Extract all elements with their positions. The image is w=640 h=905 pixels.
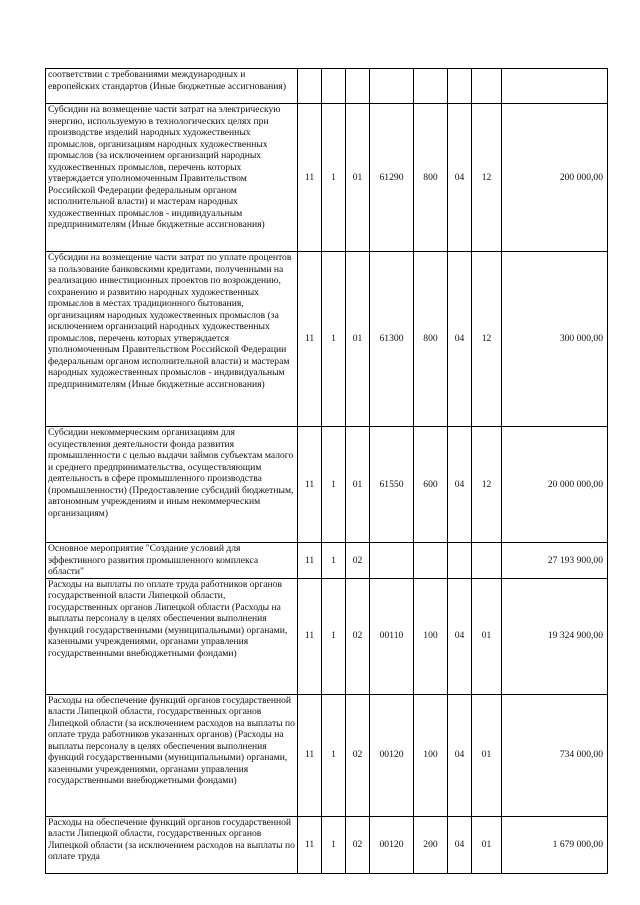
row-amount: 200 000,00: [502, 104, 608, 252]
row-code-4: 00120: [370, 816, 414, 873]
row-code-6: 04: [448, 427, 472, 543]
row-code-2: 1: [322, 252, 346, 427]
row-code-1: 11: [298, 543, 322, 579]
row-code-3: 02: [346, 816, 370, 873]
row-code-3: 02: [346, 578, 370, 694]
row-description: Субсидии на возмещение части затрат по уплате процентов за пользование банковскими кредитами, полученными на реализацию инвестиционных проектов по возрождению, сохранению и развитию народных художественных промыслов в местах традиционного бытования, организациям народных художественных промыслов (за исключением организаций народных художественных промыслов, перечень которых утверждается уполномоченным Правительством Российской Федерации федеральным органом исполнительной власти) и мастерам народных художественных промыслов - индивидуальным предпринимателям (Иные бюджетные ассигнования): [46, 252, 298, 427]
row-description: Субсидии некоммерческим организациям для осуществления деятельности фонда развития промышленности с целью выдачи займов субъектам малого и среднего предпринимательства, осуществляющим деятельность в сфере промышленного производства (промышленности) (Предоставление субсидий бюджетным, автономным учреждениям и иным некоммерческим организациям): [46, 427, 298, 543]
row-code-2: 1: [322, 816, 346, 873]
row-amount: [502, 69, 608, 104]
row-code-6: [448, 69, 472, 104]
row-amount: 20 000 000,00: [502, 427, 608, 543]
table-row: [46, 694, 608, 816]
row-description: Субсидии на возмещение части затрат на электрическую энергию, используемую в технологических целях при производстве изделий народных художественных промыслов, организациям народных художественных промыслов (за исключением организаций народных художественных промыслов, перечень которых утверждается уполномоченным Правительством Российской Федерации федеральным органом исполнительной власти) и мастерам народных художественных промыслов - индивидуальным предпринимателям (Иные бюджетные ассигнования): [46, 104, 298, 252]
row-code-1: 11: [298, 816, 322, 873]
table-row: [46, 816, 608, 873]
row-description: Основное мероприятие "Создание условий для эффективного развития промышленного комплекса области": [46, 543, 298, 579]
row-description: Расходы на выплаты по оплате труда работников органов государственной власти Липецкой области, государственных органов Липецкой области (Расходы на выплаты персоналу в целях обеспечения выполнения функций государственными (муниципальными) органами, казенными учреждениями, органами управления государственными внебюджетными фондами): [46, 578, 298, 694]
row-code-3: [346, 69, 370, 104]
row-code-5: 800: [414, 252, 448, 427]
row-code-5: 800: [414, 104, 448, 252]
row-code-6: 04: [448, 816, 472, 873]
row-description: соответствии с требованиями международных и европейских стандартов (Иные бюджетные ассигнования): [46, 69, 298, 104]
row-code-5: [414, 69, 448, 104]
row-code-5: 100: [414, 578, 448, 694]
row-code-2: [322, 69, 346, 104]
table-row: [46, 69, 608, 104]
row-code-7: [472, 69, 502, 104]
table-row: [46, 252, 608, 427]
row-code-4: 00120: [370, 694, 414, 816]
row-code-2: 1: [322, 104, 346, 252]
row-code-3: 01: [346, 104, 370, 252]
row-code-3: 02: [346, 543, 370, 579]
table-body: [46, 69, 608, 874]
row-code-4: 61550: [370, 427, 414, 543]
row-code-4: 61300: [370, 252, 414, 427]
table-row: [46, 427, 608, 543]
row-code-4: 61290: [370, 104, 414, 252]
row-code-7: [472, 543, 502, 579]
row-code-6: 04: [448, 104, 472, 252]
row-code-6: 04: [448, 694, 472, 816]
row-code-6: 04: [448, 578, 472, 694]
row-code-1: [298, 69, 322, 104]
table-row: [46, 578, 608, 694]
row-code-2: 1: [322, 543, 346, 579]
row-code-4: [370, 543, 414, 579]
row-amount: 19 324 900,00: [502, 578, 608, 694]
row-code-5: 100: [414, 694, 448, 816]
row-description: Расходы на обеспечение функций органов государственной власти Липецкой области, государственных органов Липецкой области (за исключением расходов на выплаты по оплате труда: [46, 816, 298, 873]
budget-table: [45, 68, 608, 874]
row-code-2: 1: [322, 694, 346, 816]
row-amount: 1 679 000,00: [502, 816, 608, 873]
row-code-7: 12: [472, 427, 502, 543]
row-code-3: 01: [346, 427, 370, 543]
row-code-1: 11: [298, 104, 322, 252]
row-code-7: 12: [472, 104, 502, 252]
row-code-5: 200: [414, 816, 448, 873]
row-code-6: [448, 543, 472, 579]
row-code-5: [414, 543, 448, 579]
row-code-3: 01: [346, 252, 370, 427]
row-code-7: 12: [472, 252, 502, 427]
row-amount: 27 193 900,00: [502, 543, 608, 579]
row-code-4: [370, 69, 414, 104]
row-code-2: 1: [322, 427, 346, 543]
row-code-7: 01: [472, 694, 502, 816]
row-code-1: 11: [298, 694, 322, 816]
row-code-5: 600: [414, 427, 448, 543]
table-row: [46, 104, 608, 252]
table-row: [46, 543, 608, 579]
row-code-6: 04: [448, 252, 472, 427]
row-amount: 300 000,00: [502, 252, 608, 427]
row-code-3: 02: [346, 694, 370, 816]
row-code-7: 01: [472, 578, 502, 694]
row-code-1: 11: [298, 252, 322, 427]
row-code-4: 00110: [370, 578, 414, 694]
row-amount: 734 000,00: [502, 694, 608, 816]
row-code-1: 11: [298, 427, 322, 543]
row-code-7: 01: [472, 816, 502, 873]
row-description: Расходы на обеспечение функций органов государственной власти Липецкой области, государственных органов Липецкой области (за исключением расходов на выплаты по оплате труда работников указанных органов) (Расходы на выплаты персоналу в целях обеспечения выполнения функций государственными (муниципальными) органами, казенными учреждениями, органами управления государственными внебюджетными фондами): [46, 694, 298, 816]
row-code-1: 11: [298, 578, 322, 694]
row-code-2: 1: [322, 578, 346, 694]
